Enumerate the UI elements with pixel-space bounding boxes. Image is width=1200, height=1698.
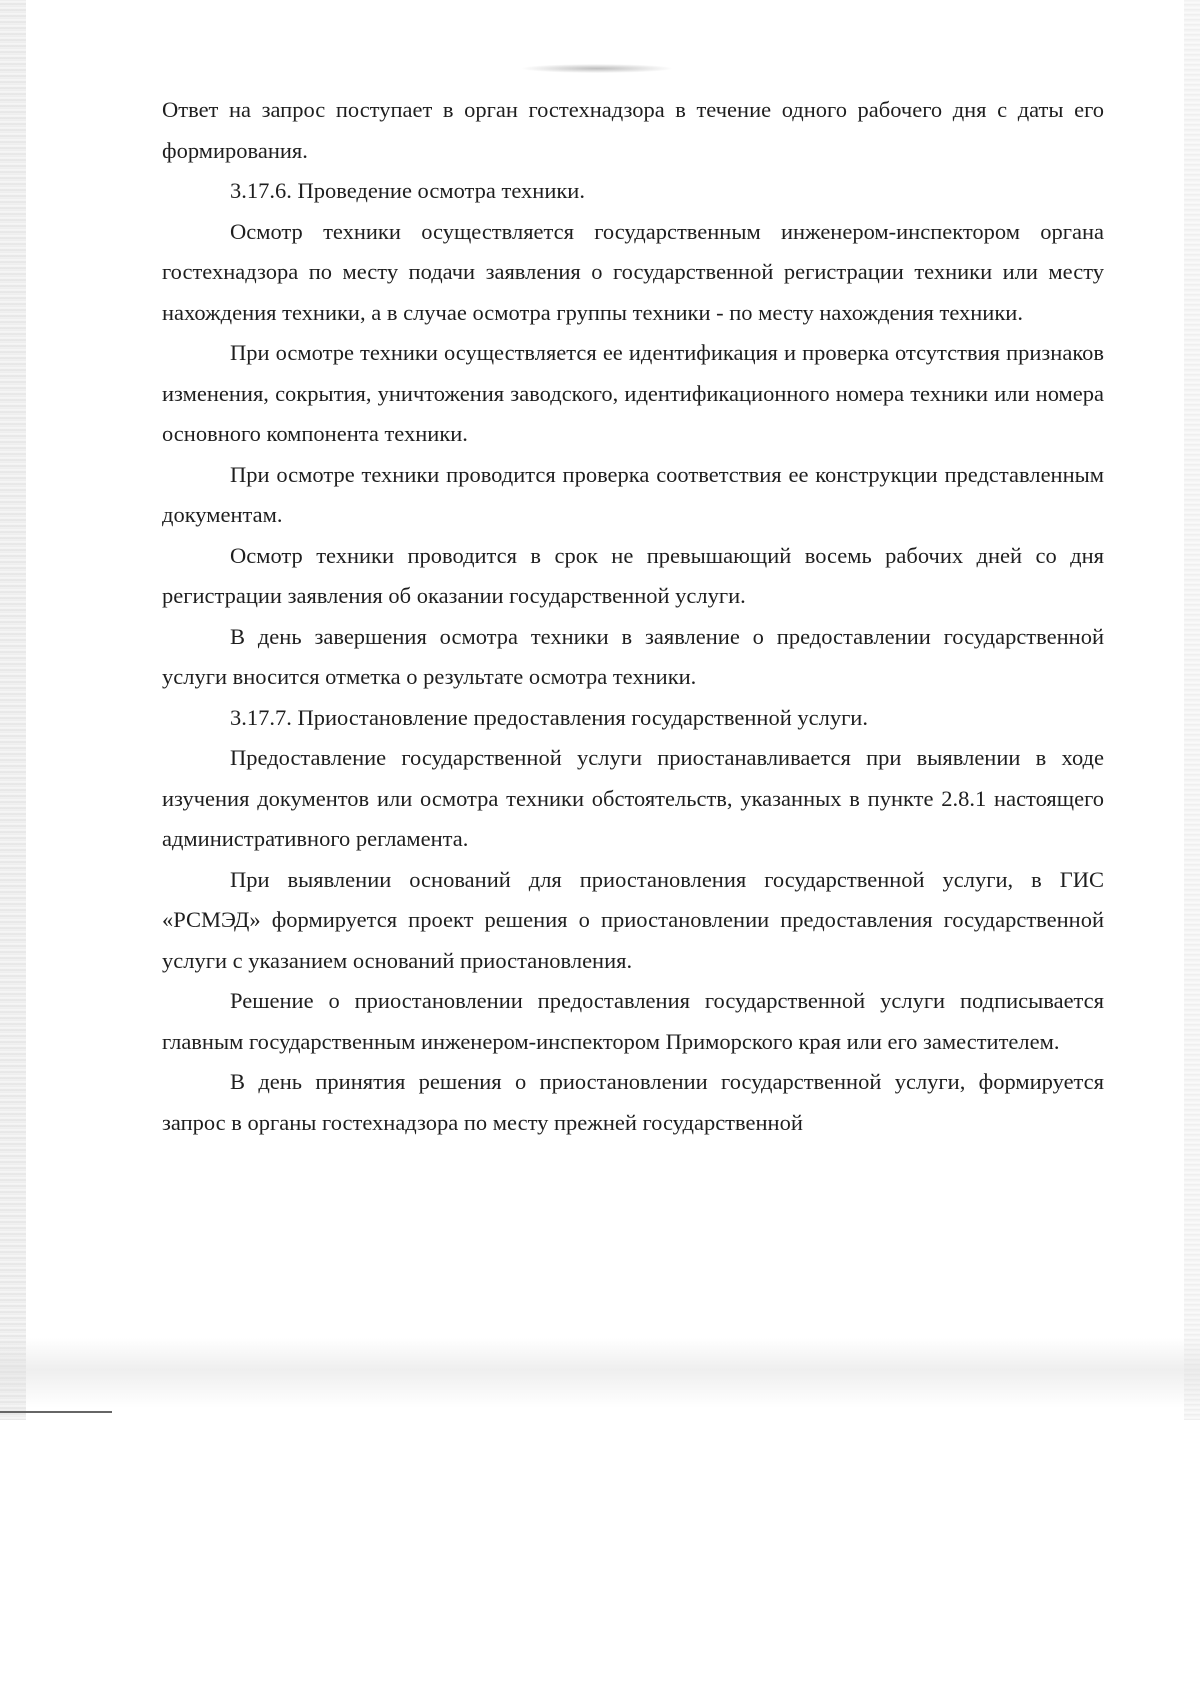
paragraph-inspection-result-mark: В день завершения осмотра техники в заявление о предоставлении государственной услуги вносится отметка о результате осмотра техники. [162,623,1104,689]
paragraph-identification-check: При осмотре техники осуществляется ее идентификация и проверка отсутствия признаков изменения, сокрытия, уничтожения заводского, идентификационного номера техники или номера основного компонента техники. [162,340,1104,446]
scan-smudge [522,64,672,73]
paragraph-inspection-place: Осмотр техники осуществляется государственным инженером-инспектором органа гостехнадзора по месту подачи заявления о государственной регистрации техники или месту нахождения техники, а в случае осмотра группы техники - по месту нахождения техники. [162,218,1104,325]
scan-right-edge [1184,0,1200,1420]
document-body [162,90,1104,1143]
scan-bottom-shadow [0,1338,1200,1408]
scan-edge-line [0,1411,112,1413]
paragraph-suspension-conditions: Предоставление государственной услуги приостанавливается при выявлении в ходе изучения документов или осмотра техники обстоятельств, указанных в пункте 2.8.1 настоящего административного регламента. [162,745,1104,851]
paragraph-suspension-request: В день принятия решения о приостановлении государственной услуги, формируется запрос в органы гостехнадзора по месту прежней государственной [162,1069,1104,1135]
paragraph-construction-check: При осмотре техники проводится проверка соответствия ее конструкции представленным документам. [162,461,1104,527]
paragraph-response-timing: Ответ на запрос поступает в орган гостехнадзора в течение одного рабочего дня с даты его формирования. [162,97,1104,163]
paragraph-inspection-deadline: Осмотр техники проводится в срок не превышающий восемь рабочих дней со дня регистрации заявления об оказании государственной услуги. [162,542,1104,608]
section-heading-3-17-6: 3.17.6. Проведение осмотра техники. [230,178,585,203]
paragraph-suspension-draft: При выявлении оснований для приостановления государственной услуги, в ГИС «РСМЭД» формируется проект решения о приостановлении предоставления государственной услуги с указанием оснований приостановления. [162,866,1104,973]
scan-left-edge [0,0,26,1420]
section-heading-3-17-7: 3.17.7. Приостановление предоставления государственной услуги. [230,704,868,730]
paragraph-suspension-signing: Решение о приостановлении предоставления государственной услуги подписывается главным государственным инженером-инспектором Приморского края или его заместителем. [162,988,1104,1054]
